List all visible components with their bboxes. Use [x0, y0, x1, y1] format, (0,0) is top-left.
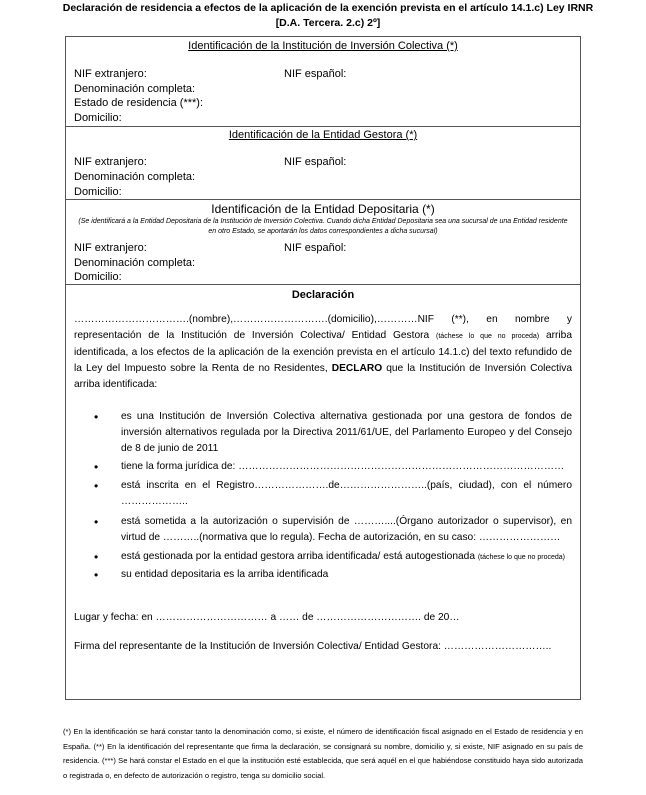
declaracion-p1c: que la Institución de Inversión Colectiva arriba identificada: [74, 363, 572, 390]
gestora-domicilio: Domicilio: [74, 186, 122, 198]
iic-nif-espanol: NIF español: [284, 68, 347, 80]
bullet-item [74, 514, 572, 546]
declaracion-paragraph [74, 312, 572, 393]
iic-estado-residencia: Estado de residencia (***): [74, 97, 204, 109]
section-depositaria [66, 199, 580, 285]
document-title: Declaración de residencia a efectos de la aplicación de la exención prevista en el artículo 14.1.c) Ley IRNR [D.A. Tercera. 2.c) 2º] [62, 2, 594, 29]
declaracion-p1-small: (táchese lo que no proceda) [436, 333, 540, 340]
iic-domicilio: Domicilio: [74, 112, 122, 124]
bullet-item [74, 567, 572, 583]
declaracion-declaro: DECLARO [331, 363, 383, 374]
bullet-text: está sometida a la autorización o supervisión de ………....(Órgano autorizador o supervisor), en virtud de ………..(normativa que lo regula). Fecha de autorización, en su caso: …………………… [121, 516, 572, 543]
iic-heading: Identificación de la Institución de Inversión Colectiva (*) [188, 40, 458, 52]
gestora-nif-extranjero: NIF extranjero: [74, 156, 147, 168]
bullet-small: (táchese lo que no proceda) [477, 554, 565, 561]
iic-denominacion: Denominación completa: [74, 83, 196, 95]
depositaria-note: (Se identificará a la Entidad Depositaria de la Institución de Inversión Colectiva. Cuando dicha Entidad Depositaria sea una sucursal de una Entidad residente en otro Estado, se aportarán los datos correspondientes a dicha sucursal) [78, 218, 568, 235]
bullet-text: su entidad depositaria es la arriba identificada [121, 569, 329, 580]
bullet-item [74, 409, 572, 457]
section-iic [66, 37, 580, 126]
bullet-item [74, 549, 572, 566]
bullet-text: está inscrita en el Registro………………….de……………………..(país, ciudad), con el número ……………….. [121, 480, 572, 507]
depositaria-heading: Identificación de la Entidad Depositaria (*) [211, 202, 435, 216]
section-gestora [66, 126, 580, 200]
bullet-item [74, 478, 572, 510]
gestora-nif-espanol: NIF español: [284, 156, 347, 168]
bullet-item [74, 459, 572, 475]
declaracion-p1b: arriba identificada, a los efectos de la aplicación de la exención prevista en el artículo 14.1.c) del texto refundido de la Ley del Impuesto sobre la Renta de no Residentes, [74, 330, 572, 374]
bullet-text: tiene la forma jurídica de: …………………………………………………………………………………… [121, 461, 565, 472]
iic-nif-extranjero: NIF extranjero: [74, 68, 147, 80]
depositaria-nif-espanol: NIF español: [284, 242, 347, 254]
bullet-text: es una Institución de Inversión Colectiva alternativa gestionada por una gestora de fondos de inversión alternativos regulada por la Directiva 2011/61/UE, del Parlamento Europeo y del Consejo de 8 de junio de 2011 [121, 411, 572, 454]
depositaria-denominacion: Denominación completa: [74, 257, 196, 269]
gestora-heading: Identificación de la Entidad Gestora (*) [228, 129, 418, 141]
section-declaracion [66, 284, 580, 700]
bullet-text: está gestionada por la entidad gestora arriba identificada/ está autogestionada [121, 551, 478, 562]
gestora-denominacion: Denominación completa: [74, 171, 196, 183]
depositaria-domicilio: Domicilio: [74, 271, 122, 283]
declaracion-bullets [74, 409, 572, 583]
form-frame [65, 36, 581, 700]
depositaria-nif-extranjero: NIF extranjero: [74, 242, 147, 254]
lugar-fecha: Lugar y fecha: en …………………………… a …… de …………………………. de 20… [74, 612, 460, 623]
declaracion-heading: Declaración [291, 289, 355, 301]
firma-representante: Firma del representante de la Institución de Inversión Colectiva/ Entidad Gestora: ………………………….. [74, 641, 552, 652]
footnote: (*) En la identificación se hará constar tanto la denominación como, si existe, el número de identificación fiscal asignado en el Estado de residencia y en España. (**) En la identificación del representante que firma la declaración, se consignará su nombre, domicilio y, si existe, NIF asignado en su país de residencia. (***) Se hará constar el Estado en el que la institución esté establecida, que será aquél en el que habiéndose constituido haya sido autorizada o registrada o, en defecto de autorización o registro, tenga su domicilio social. [63, 727, 583, 780]
declaracion-p1a: …………………………….(nombre),……………………….(domicilio),…………NIF (**), en nombre y representación de la Institución de Inversión Colectiva/ Entidad Gestora [74, 314, 572, 341]
